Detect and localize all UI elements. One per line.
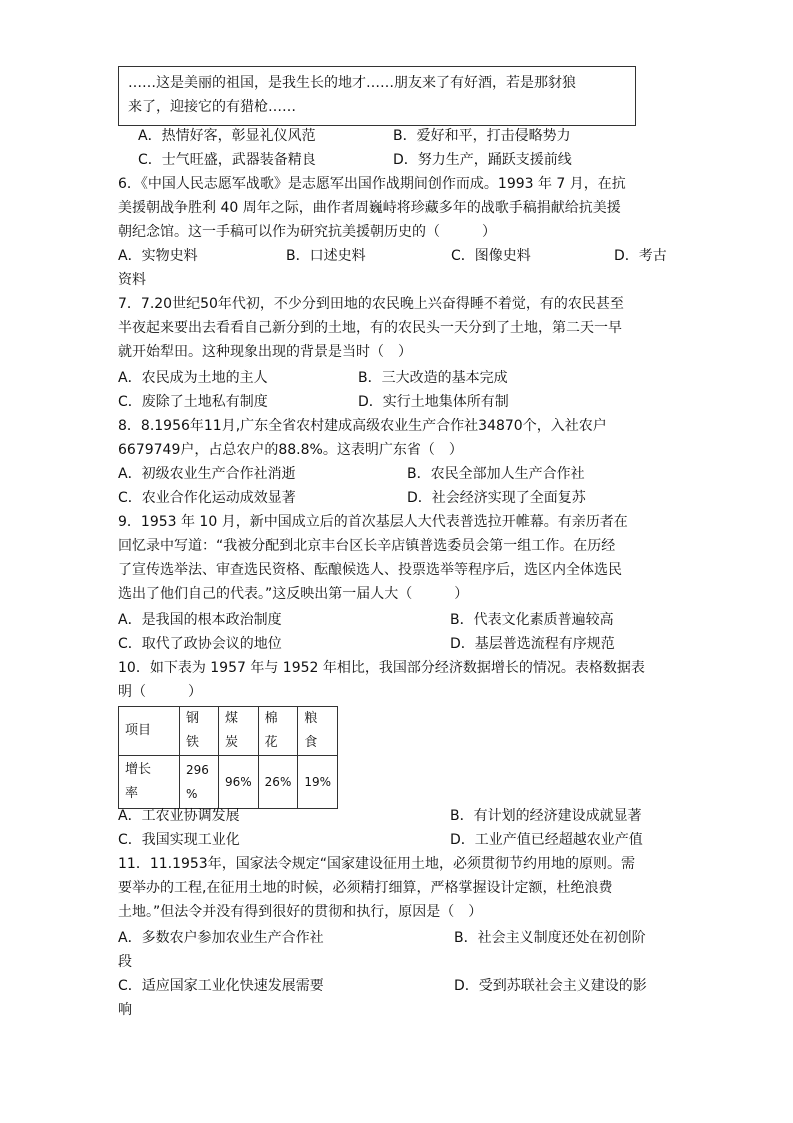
- q5-option-b[interactable]: B．爱好和平，打击侵略势力: [393, 128, 571, 144]
- table-header-cell: 钢 铁: [180, 707, 219, 756]
- q5-option-c[interactable]: C．士气旺盛，武器装备精良: [138, 152, 316, 168]
- q6-option-d-cont: 资料: [118, 272, 146, 288]
- q9-option-d[interactable]: D．基层普选流程有序规范: [450, 636, 615, 652]
- q8-stem-line-1: 8．8.1956年11月,广东全省农村建成高级农业生产合作社34870个，入社农户: [118, 418, 607, 434]
- q6-option-a[interactable]: A．实物史料: [118, 248, 198, 264]
- q8-stem-line-2: 6679749户，占总农户的88.8%。这表明广东省（ ）: [118, 442, 463, 458]
- q11-option-c[interactable]: C．适应国家工业化快速发展需要: [118, 978, 324, 994]
- q11-stem-line-3: 土地。”但法令并没有得到很好的贯彻和执行，原因是（ ）: [118, 904, 483, 920]
- table-header-cell: 棉 花: [258, 707, 298, 756]
- table-cell: 增长 率: [119, 756, 180, 809]
- table-header-cell: 项目: [119, 707, 180, 756]
- table-header-cell: 煤 炭: [219, 707, 259, 756]
- q7-option-a[interactable]: A．农民成为土地的主人: [118, 370, 268, 386]
- table-row: [119, 756, 338, 809]
- q6-option-b[interactable]: B．口述史料: [286, 248, 366, 264]
- q5-option-a[interactable]: A．热情好客，彰显礼仪风范: [138, 128, 316, 144]
- quote-box: [118, 66, 636, 126]
- q6-stem-line-2: 美援朝战争胜利 40 周年之际，曲作者周巍峙将珍藏多年的战歌手稿捐献给抗美援: [118, 200, 621, 216]
- growth-table: [118, 706, 338, 809]
- q11-option-b[interactable]: B．社会主义制度还处在初创阶: [454, 930, 646, 946]
- q7-stem-line-1: 7．7.20世纪50年代初，不少分到田地的农民晚上兴奋得睡不着觉，有的农民甚至: [118, 296, 624, 312]
- q9-stem-line-2: 回忆录中写道：“我被分配到北京丰台区长辛店镇普选委员会第一组工作。在历经: [118, 538, 616, 554]
- q10-option-d[interactable]: D．工业产值已经超越农业产值: [450, 832, 643, 848]
- q9-stem-line-1: 9．1953 年 10 月，新中国成立后的首次基层人大代表普选拉开帷幕。有亲历者在: [118, 514, 628, 530]
- q11-stem-line-2: 要举办的工程,在征用土地的时候，必须精打细算，严格掌握设计定额，杜绝浪费: [118, 880, 613, 896]
- q6-stem-line-1: 6．《中国人民志愿军战歌》是志愿军出国作战期间创作而成。1993 年 7 月，在抗: [118, 176, 626, 192]
- q6-stem-line-3: 朝纪念馆。这一手稿可以作为研究抗美援朝历史的（ ）: [118, 224, 496, 240]
- q6-option-c[interactable]: C．图像史料: [451, 248, 531, 264]
- q10-stem-line-2: 明（ ）: [118, 684, 202, 700]
- q6-option-d[interactable]: D．考古: [614, 248, 667, 264]
- q9-option-b[interactable]: B．代表文化素质普遍较高: [450, 612, 614, 628]
- table-cell: 26%: [258, 756, 298, 809]
- q9-option-c[interactable]: C．取代了政协会议的地位: [118, 636, 282, 652]
- table-header-row: [119, 707, 338, 756]
- q5-option-d[interactable]: D．努力生产，踊跃支援前线: [393, 152, 572, 168]
- q11-option-d-cont: 响: [118, 1002, 132, 1018]
- q7-option-d[interactable]: D．实行土地集体所有制: [358, 394, 509, 410]
- quote-line-1: ……这是美丽的祖国，是我生长的地才……朋友来了有好酒，若是那豺狼: [128, 75, 576, 91]
- q11-stem-line-1: 11．11.1953年，国家法令规定“国家建设征用土地，必须贯彻节约用地的原则。需: [118, 856, 635, 872]
- q11-option-d[interactable]: D．受到苏联社会主义建设的影: [454, 978, 647, 994]
- q9-stem-line-4: 选出了他们自己的代表。”这反映出第一届人大（ ）: [118, 586, 469, 602]
- q8-option-a[interactable]: A．初级农业生产合作社消逝: [118, 466, 296, 482]
- q8-option-b[interactable]: B．农民全部加人生产合作社: [407, 466, 585, 482]
- q9-stem-line-3: 了宣传选举法、审查选民资格、酝酿候选人、投票选举等程序后，选区内全体选民: [118, 562, 622, 578]
- q9-option-a[interactable]: A．是我国的根本政治制度: [118, 612, 282, 628]
- table-header-cell: 粮 食: [298, 707, 338, 756]
- q7-option-b[interactable]: B．三大改造的基本完成: [358, 370, 508, 386]
- quote-line-2: 来了，迎接它的有猎枪……: [128, 99, 296, 115]
- q8-option-c[interactable]: C．农业合作化运动成效显著: [118, 490, 296, 506]
- q7-stem-line-3: 就开始犁田。这种现象出现的背景是当时（ ）: [118, 344, 412, 360]
- q11-option-a[interactable]: A．多数农户参加农业生产合作社: [118, 930, 324, 946]
- table-cell: 19%: [298, 756, 338, 809]
- q7-option-c[interactable]: C．废除了土地私有制度: [118, 394, 268, 410]
- q11-option-b-cont: 段: [118, 954, 132, 970]
- q10-option-b[interactable]: B．有计划的经济建设成就显著: [450, 808, 642, 824]
- q8-option-d[interactable]: D．社会经济实现了全面复苏: [407, 490, 586, 506]
- table-cell: 296 %: [180, 756, 219, 809]
- q10-option-c[interactable]: C．我国实现工业化: [118, 832, 240, 848]
- q10-option-a[interactable]: A．工农业协调发展: [118, 808, 240, 824]
- q10-stem-line-1: 10．如下表为 1957 年与 1952 年相比，我国部分经济数据增长的情况。表格数据表: [118, 660, 645, 676]
- q7-stem-line-2: 半夜起来要出去看看自己新分到的土地，有的农民头一天分到了土地，第二天一早: [118, 320, 622, 336]
- table-cell: 96%: [219, 756, 259, 809]
